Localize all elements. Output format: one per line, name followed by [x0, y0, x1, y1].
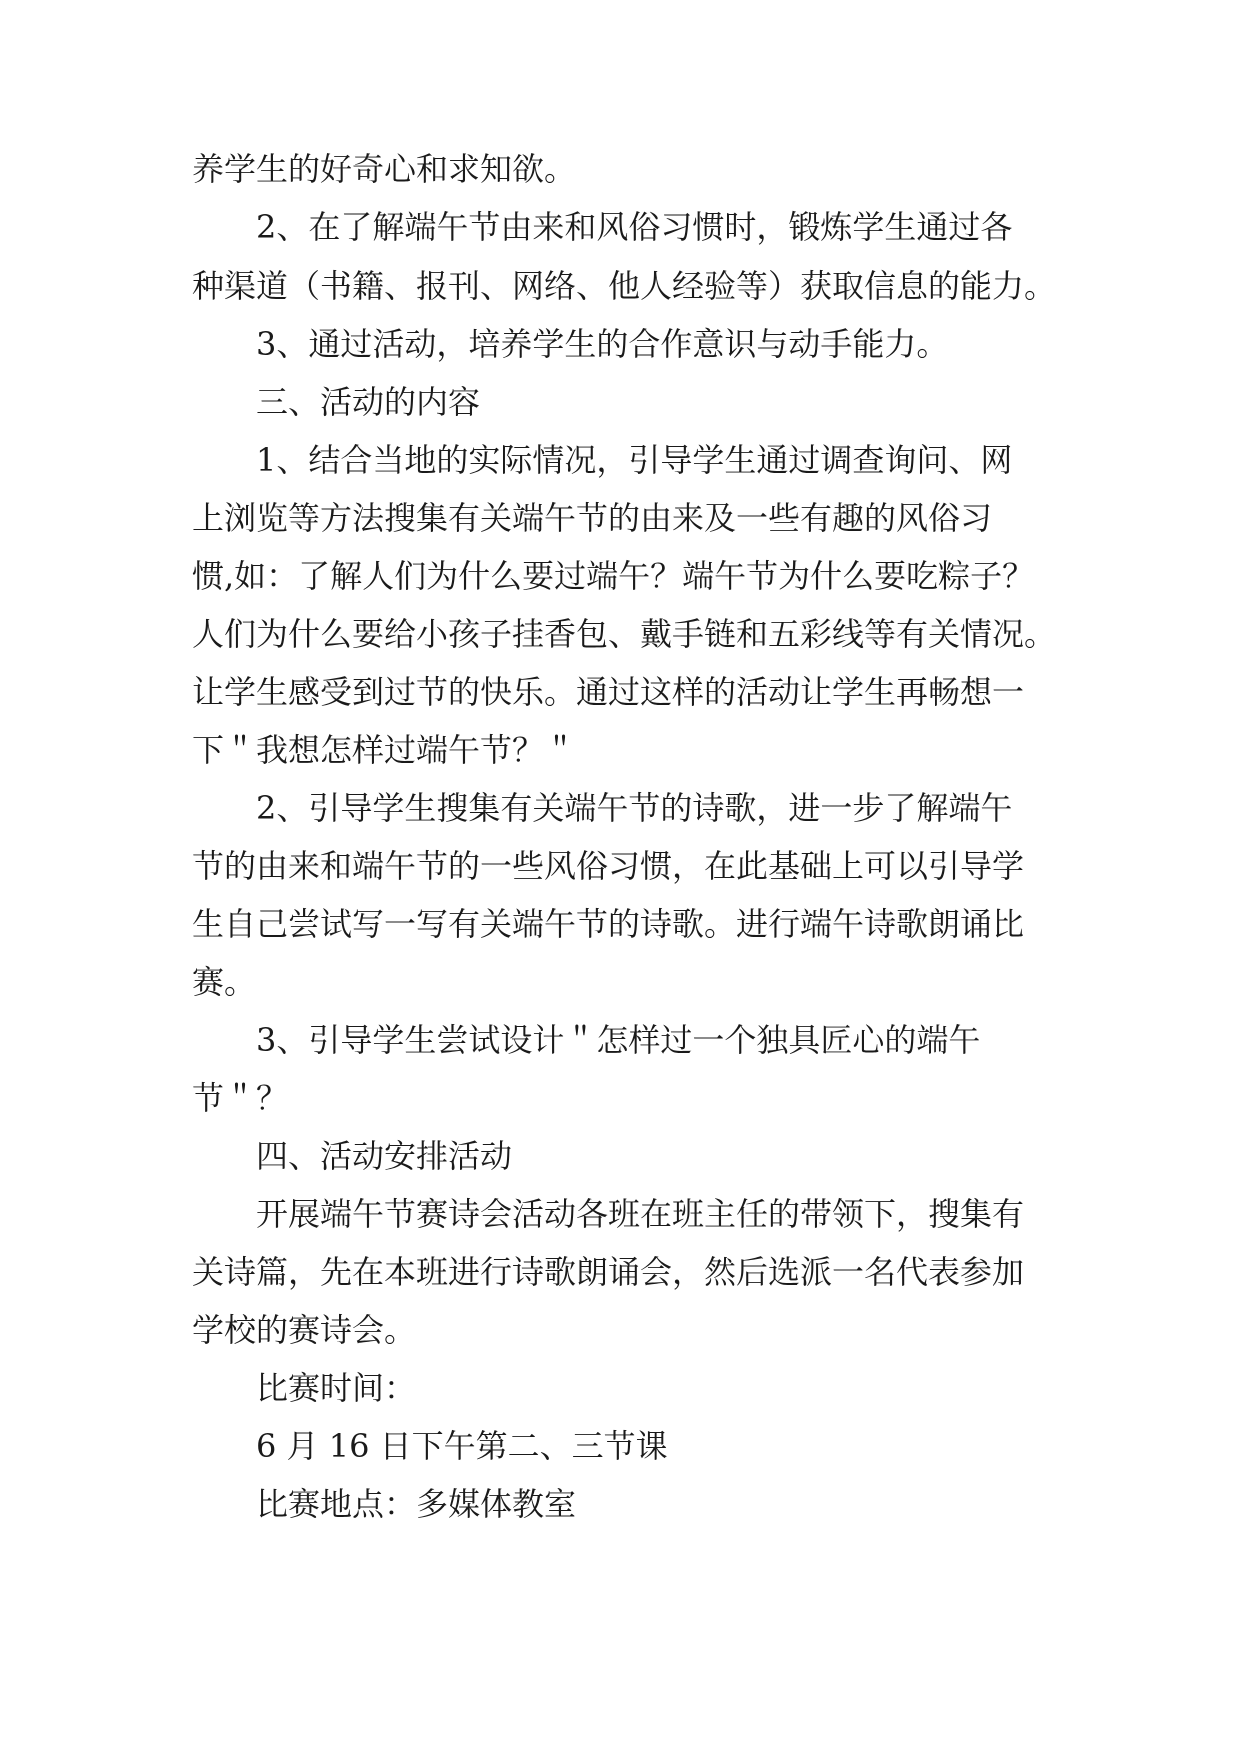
text-line: 生自己尝试写一写有关端午节的诗歌。进行端午诗歌朗诵比 [192, 905, 1025, 943]
text-line: 比赛地点：多媒体教室 [256, 1485, 577, 1523]
text-line: 人们为什么要给小孩子挂香包、戴手链和五彩线等有关情况。 [192, 615, 1057, 653]
text-line: 2、在了解端午节由来和风俗习惯时，锻炼学生通过各 [256, 208, 1013, 246]
text-line: 下＂我想怎样过端午节？＂ [192, 731, 577, 769]
text-line: 让学生感受到过节的快乐。通过这样的活动让学生再畅想一 [192, 673, 1025, 711]
text-line: 2、引导学生搜集有关端午节的诗歌，进一步了解端午 [256, 789, 1013, 827]
text-line: 养学生的好奇心和求知欲。 [192, 150, 577, 188]
text-line: 关诗篇，先在本班进行诗歌朗诵会，然后选派一名代表参加 [192, 1253, 1025, 1291]
text-line: 3、通过活动，培养学生的合作意识与动手能力。 [256, 325, 949, 363]
text-line: 节＂？ [192, 1079, 289, 1117]
text-line: 赛。 [192, 963, 257, 1001]
text-line: 比赛时间： [256, 1369, 417, 1407]
text-line: 开展端午节赛诗会活动各班在班主任的带领下，搜集有 [256, 1195, 1025, 1233]
text-line: 学校的赛诗会。 [192, 1311, 417, 1349]
text-line: 1、结合当地的实际情况，引导学生通过调查询问、网 [256, 441, 1013, 479]
section-heading: 三、活动的内容 [256, 383, 481, 421]
text-line: 6 月 16 日下午第二、三节课 [256, 1427, 668, 1465]
text-line: 上浏览等方法搜集有关端午节的由来及一些有趣的风俗习 [192, 499, 993, 537]
text-line: 惯,如：了解人们为什么要过端午？端午节为什么要吃粽子？ [192, 557, 1035, 595]
text-line: 节的由来和端午节的一些风俗习惯，在此基础上可以引导学 [192, 847, 1025, 885]
section-heading: 四、活动安排活动 [256, 1137, 513, 1175]
text-line: 3、引导学生尝试设计＂怎样过一个独具匠心的端午 [256, 1021, 981, 1059]
text-line: 种渠道（书籍、报刊、网络、他人经验等）获取信息的能力。 [192, 267, 1057, 305]
